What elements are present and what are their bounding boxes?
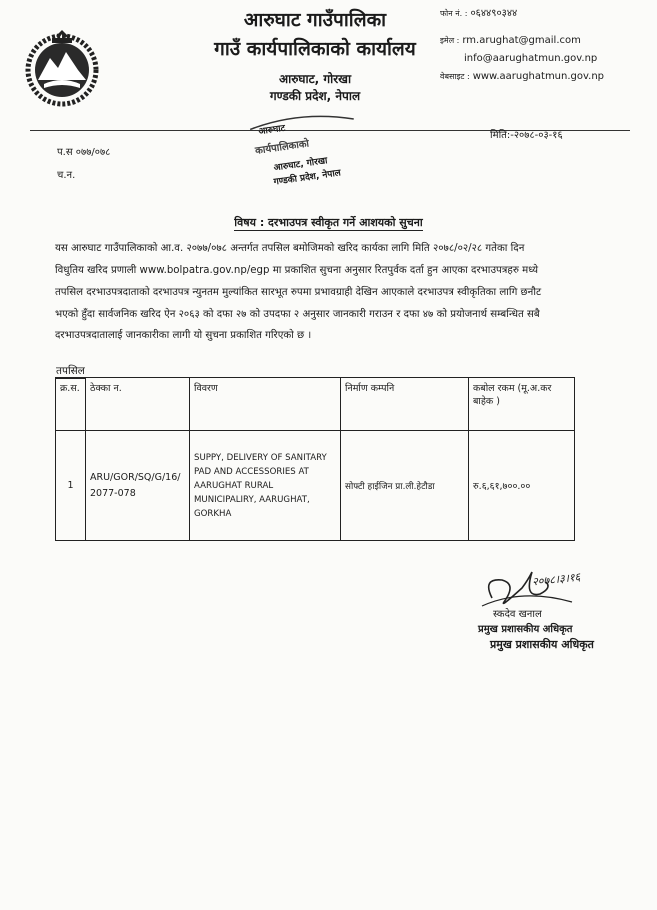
phone-number: ०६४४९०३४४ xyxy=(470,8,518,19)
office-stamp xyxy=(243,104,368,201)
header-sn: क्र.स. xyxy=(56,378,86,431)
phone-label: फोन नं. : xyxy=(440,9,468,18)
row-contract-no xyxy=(86,431,190,541)
body-line-5: दरभाउपत्रदातालाई जानकारीका लागी यो सुचना प्रकाशित गरिएको छ । xyxy=(55,330,312,341)
table-header-row xyxy=(56,378,575,431)
row-description xyxy=(190,431,341,541)
contract-no-line-1: ARU/GOR/SQ/G/16/ xyxy=(90,472,181,483)
signature-date: २०७८।३।१६ xyxy=(531,570,581,589)
contract-no-line-2: 2077-078 xyxy=(90,488,136,499)
description-line: GORKHA xyxy=(194,508,232,519)
body-line-3: तपसिल दरभाउपत्रदाताको दरभाउपत्र न्युनतम मुल्यांकित सारभूत रुपमा प्रभावग्राही देखिन आएकाले दरभाउपत्र स्वीकृतिका लागि छनौट xyxy=(55,287,542,298)
description-line: SUPPY, DELIVERY OF SANITARY xyxy=(194,452,327,463)
website-label: वेबसाइट : xyxy=(440,72,470,81)
row-company: सोफ्टी हाईजिन प्रा.ली.हेटौडा xyxy=(341,431,469,541)
body-line-4: भएको हुँदा सार्वजनिक खरिद ऐन २०६३ को दफा २७ को उपदफा २ अनुसार जानकारी गराउन र दफा ४७ को प्रयोजनार्थ सम्बन्धित सबै xyxy=(55,309,540,320)
office-name: गाउँ कार्यपालिकाको कार्यालय xyxy=(214,38,416,60)
email-label: इमेल : xyxy=(440,36,460,45)
patra-sankhya: प.स ०७७/०७८ xyxy=(57,147,111,158)
row-amount: रु.६,६१,७००.०० xyxy=(469,431,575,541)
body-line-2: विधुतिय खरिद प्रणाली www.bolpatra.gov.np/egp मा प्रकाशित सुचना अनुसार रितपुर्वक दर्ता हुन आएका दरभाउपत्रहरु मध्ये xyxy=(55,265,539,276)
email-1[interactable]: rm.arughat@gmail.com xyxy=(462,35,581,46)
header-company: निर्माण कम्पनि xyxy=(341,378,469,431)
header-description: विवरण xyxy=(190,378,341,431)
description-line: PAD AND ACCESSORIES AT xyxy=(194,466,309,477)
signer-name: स्कदेव खनाल xyxy=(493,609,542,620)
stamp-line-4: गण्डकी प्रदेश, नेपाल xyxy=(273,168,342,188)
header-amount: कबोल रकम (मू.अ.कर बाहेक ) xyxy=(469,378,575,431)
body-line-1: यस आरुघाट गाउँपालिकाको आ.व. २०७७/०७८ अन्तर्गत तपसिल बमोजिमको खरिद कार्यका लागि मिति २०७८/०२/२८ गतेका दिन xyxy=(55,243,525,254)
subject-line xyxy=(0,215,657,230)
website-line xyxy=(440,71,604,82)
letter-date: मिति:-२०७८-०३-१६ xyxy=(490,130,563,141)
table-row xyxy=(56,431,575,541)
signer-title-1: प्रमुख प्रशासकीय अधिकृत xyxy=(478,624,573,635)
address-line-2: गण्डकी प्रदेश, नेपाल xyxy=(269,89,361,103)
email-line xyxy=(440,35,581,46)
stamp-line-3: आरुघाट, गोरखा xyxy=(273,156,329,174)
tapsil-heading: तपसिल xyxy=(56,365,85,377)
org-name: आरुघाट गाउँपालिका xyxy=(243,9,387,31)
description-line: MUNICIPALIRY, AARUGHAT, xyxy=(194,494,310,505)
address-line-1: आरुघाट, गोरखा xyxy=(278,72,352,86)
row-sn: 1 xyxy=(56,431,86,541)
stamp-line-1: आरुघाट xyxy=(257,123,286,138)
email-2[interactable]: info@aarughatmun.gov.np xyxy=(464,53,598,64)
stamp-line-2: कार्यपालिकाको xyxy=(254,138,310,157)
header-contract-no: ठेक्का न. xyxy=(86,378,190,431)
chalani-number: च.न. xyxy=(57,170,76,181)
nepal-emblem-icon xyxy=(22,28,102,108)
signer-title-2: प्रमुख प्रशासकीय अधिकृत xyxy=(490,638,594,651)
phone-line xyxy=(440,5,517,19)
website-link[interactable]: www.aarughatmun.gov.np xyxy=(472,71,605,82)
description-line: AARUGHAT RURAL xyxy=(194,480,274,491)
award-table xyxy=(55,377,575,541)
subject-text: विषय : दरभाउपत्र स्वीकृत गर्ने आशयको सुचना xyxy=(234,216,423,229)
